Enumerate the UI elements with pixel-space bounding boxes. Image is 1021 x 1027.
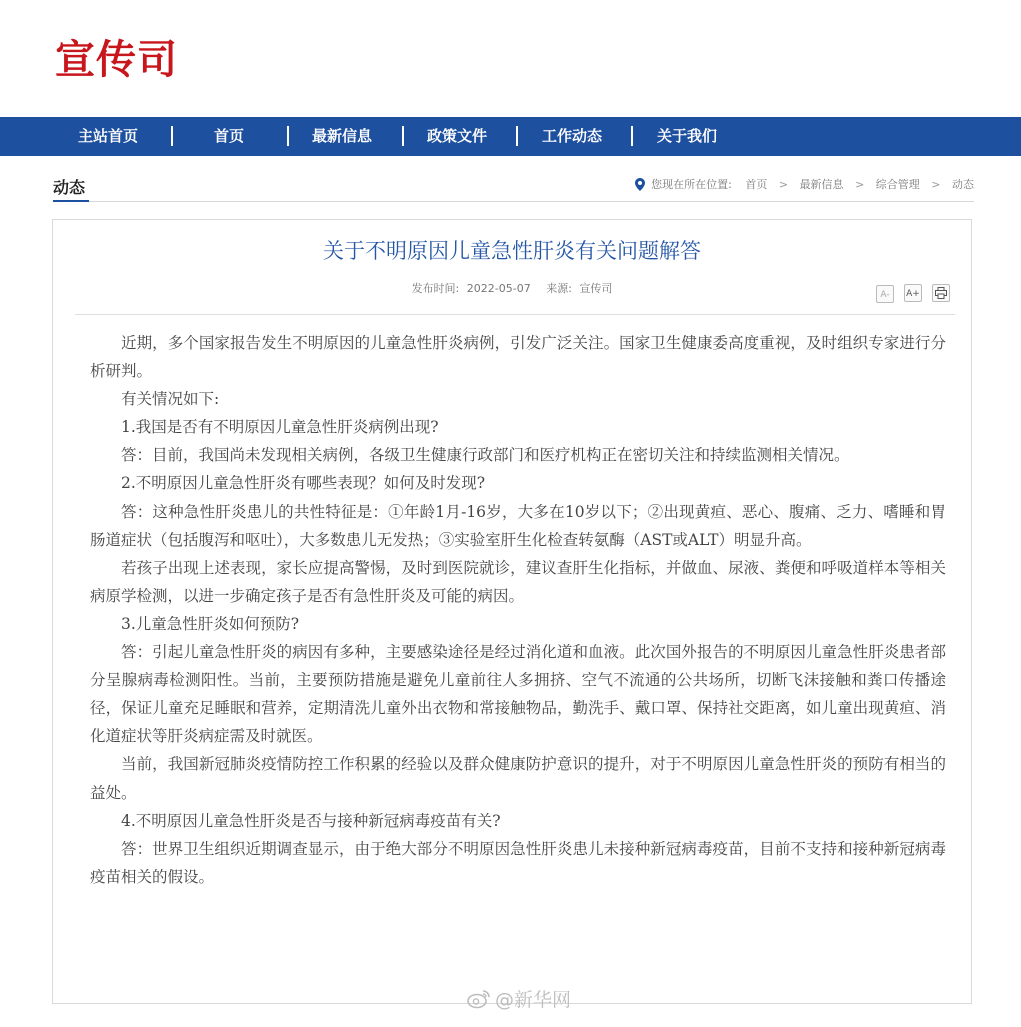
source-label: 来源: [546,282,572,295]
watermark-text: @新华网 [495,989,572,1011]
article-question: 1.我国是否有不明原因儿童急性肝炎病例出现? [121,418,439,437]
font-larger-label: A+ [906,289,920,299]
article-paragraph: 近期，多个国家报告发生不明原因的儿童急性肝炎病例，引发广泛关注。国家卫生健康委高度重视，及时组织专家进行分析研判。 [90,334,946,381]
nav-item-main-home[interactable]: 主站首页 [78,127,139,145]
source-value: 宣传司 [579,282,613,295]
main-nav [0,117,1021,156]
article-paragraph: 若孩子出现上述表现，家长应提高警惕，及时到医院就诊，建议查肝生化指标，并做血、尿液、粪便和呼吸道样本等相关病原学检测，以进一步确定孩子是否有急性肝炎及可能的病因。 [90,558,946,605]
font-larger-button[interactable] [904,284,922,302]
section-divider [53,201,974,202]
printer-icon [935,287,947,299]
breadcrumb-separator: > [931,178,941,191]
nav-item-policy-docs[interactable]: 政策文件 [427,127,488,145]
nav-item-work-news[interactable]: 工作动态 [542,127,603,145]
breadcrumb-latest-info[interactable]: 最新信息 [799,178,844,191]
nav-separator [631,126,633,146]
breadcrumb-current[interactable]: 动态 [952,178,974,191]
weibo-icon [467,989,491,1015]
font-smaller-label: A- [880,290,890,300]
nav-separator [171,126,173,146]
nav-item-latest-info[interactable]: 最新信息 [312,127,373,145]
watermark [467,988,571,1015]
nav-item-about-us[interactable]: 关于我们 [657,127,718,145]
nav-item-home[interactable]: 首页 [214,127,245,145]
article-question: 4.不明原因儿童急性肝炎是否与接种新冠病毒疫苗有关? [121,811,501,830]
article-answer: 答：世界卫生组织近期调查显示，由于绝大部分不明原因急性肝炎患儿未接种新冠病毒疫苗，目前不支持和接种新冠病毒疫苗相关的假设。 [90,839,946,886]
article-paragraph: 有关情况如下: [121,390,220,409]
section-title-underline [53,200,89,202]
breadcrumb-prefix: 您现在所在位置: [651,178,732,191]
publish-date: 2022-05-07 [466,282,531,295]
article-divider [75,314,955,315]
site-logo[interactable]: 宣传司 [55,37,178,83]
article-answer: 答：目前，我国尚未发现相关病例，各级卫生健康行政部门和医疗机构正在密切关注和持续监测相关情况。 [121,446,850,465]
breadcrumb-separator: > [778,178,789,191]
font-smaller-button[interactable] [876,285,894,303]
nav-separator [516,126,518,146]
nav-separator [287,126,289,146]
article-answer: 答：引起儿童急性肝炎的病因有多种，主要感染途径是经过消化道和血液。此次国外报告的不明原因儿童急性肝炎患者部分呈腺病毒检测阳性。当前，主要预防措施是避免儿童前往人多拥挤、空气不流通的公共场所，切断飞沫接触和粪口传播途径，保证儿童充足睡眠和营养，定期清洗儿童外出衣物和常接触物品，勤洗手、戴口罩、保持社交距离，如儿童出现黄疸、消化道症状等肝炎病症需及时就医。 [90,643,946,746]
article-question: 3.儿童急性肝炎如何预防? [121,614,300,633]
article-paragraph: 当前，我国新冠肺炎疫情防控工作积累的经验以及群众健康防护意识的提升，对于不明原因儿童急性肝炎的预防有相当的益处。 [90,755,946,802]
nav-separator [402,126,404,146]
article-answer: 答：这种急性肝炎患儿的共性特征是：①年龄1月-16岁，大多在10岁以下；②出现黄疸、恶心、腹痛、乏力、嗜睡和胃肠道症状（包括腹泻和呕吐），大多数患儿无发热；③实验室肝生化检查转氨酶（AST或ALT）明显升高。 [90,502,946,549]
publish-date-label: 发布时间: [411,282,460,295]
breadcrumb-home[interactable]: 首页 [745,178,768,191]
location-pin-icon [635,178,645,197]
article-body [90,329,946,891]
article-title: 关于不明原因儿童急性肝炎有关问题解答 [323,239,701,263]
breadcrumb-separator: > [855,178,865,191]
breadcrumb [635,176,974,194]
article-question: 2.不明原因儿童急性肝炎有哪些表现？如何及时发现? [121,474,486,493]
breadcrumb-general-management[interactable]: 综合管理 [875,178,920,191]
section-title: 动态 [53,178,86,197]
article-meta [52,281,972,297]
print-button[interactable] [932,284,950,302]
